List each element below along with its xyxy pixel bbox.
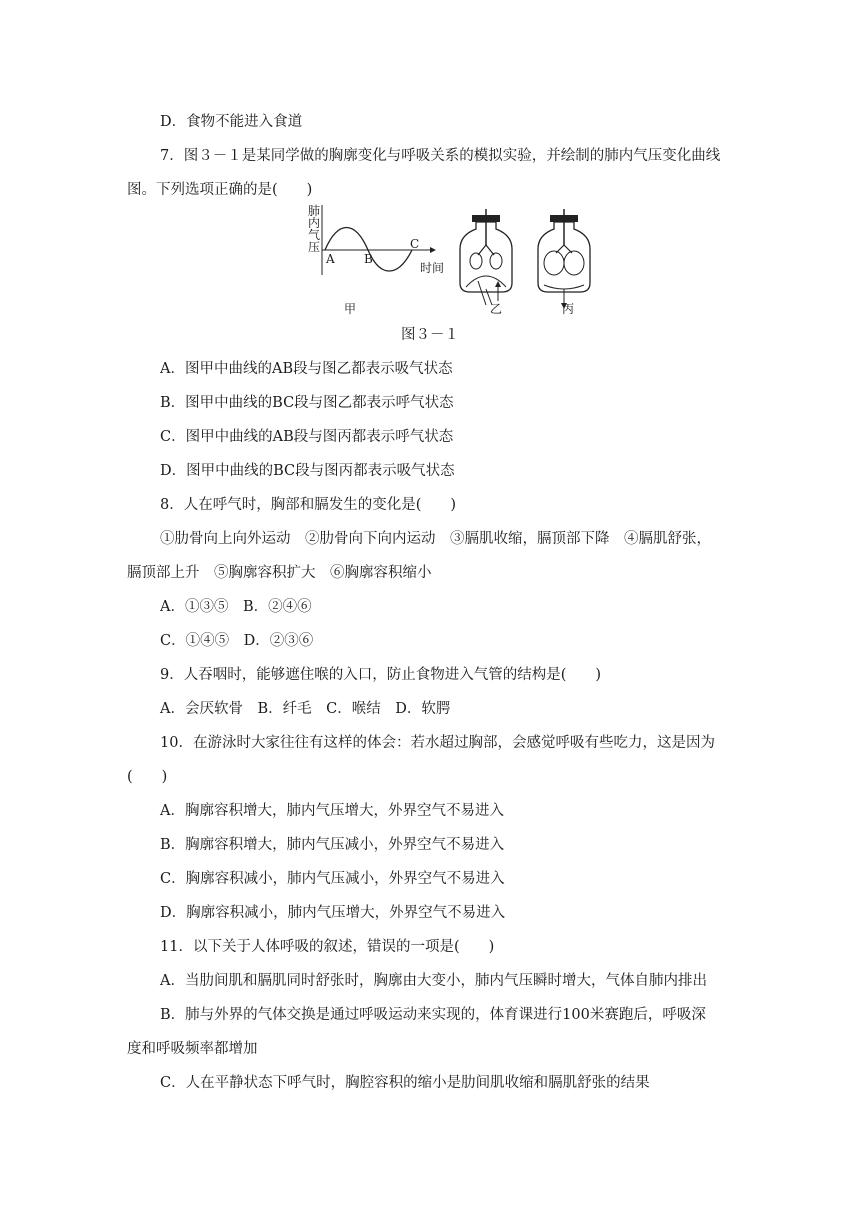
graph-xlabel: 时间 xyxy=(420,261,445,275)
question-9: 9．人吞咽时，能够遮住喉的入口，防止食物进入气管的结构是( ) xyxy=(160,667,602,683)
option-d-q6: D．食物不能进入食道 xyxy=(160,114,303,130)
ylabel-char-2: 内 xyxy=(308,216,321,230)
options-ab-q8: A．①③⑤ B．②④⑥ xyxy=(160,599,312,615)
options-cd-q8: C．①④⑤ D．②③⑥ xyxy=(160,633,314,649)
label-jia: 甲 xyxy=(344,302,357,316)
option-a-q7: A．图甲中曲线的AB段与图乙都表示吸气状态 xyxy=(160,361,453,377)
option-b-q11-line1: B．肺与外界的气体交换是通过呼吸运动来实现的，体育课进行100米赛跑后，呼吸深 xyxy=(160,1007,706,1023)
question-7-line2: 图。下列选项正确的是( ) xyxy=(127,182,313,198)
ylabel-char-4: 压 xyxy=(308,240,321,254)
option-c-q11: C．人在平静状态下呼气时，胸腔容积的缩小是肋间肌收缩和膈肌舒张的结果 xyxy=(160,1075,650,1091)
option-c-q10: C．胸廓容积减小，肺内气压减小，外界空气不易进入 xyxy=(160,871,505,887)
ylabel-char-3: 气 xyxy=(308,228,321,242)
jar-bing-drawing xyxy=(538,209,590,309)
question-8-statements-line2: 膈顶部上升 ⑤胸廓容积扩大 ⑥胸廓容积缩小 xyxy=(127,565,432,581)
options-q9: A．会厌软骨 B．纤毛 C．喉结 D．软腭 xyxy=(160,701,451,717)
question-8: 8．人在呼气时，胸部和膈发生的变化是( ) xyxy=(160,497,457,513)
option-a-q11: A．当肋间肌和膈肌同时舒张时，胸廓由大变小，肺内气压瞬时增大，气体自肺内排出 xyxy=(160,973,707,989)
question-11: 11．以下关于人体呼吸的叙述，错误的一项是( ) xyxy=(160,939,495,955)
option-b-q10: B．胸廓容积增大，肺内气压减小，外界空气不易进入 xyxy=(160,837,505,853)
label-bing: 丙 xyxy=(562,302,575,316)
ylabel-char-1: 肺 xyxy=(308,204,321,218)
question-7-line1: 7．图３－１是某同学做的胸廓变化与呼吸关系的模拟实验，并绘制的肺内气压变化曲线 xyxy=(160,148,721,164)
option-c-q7: C．图甲中曲线的AB段与图丙都表示呼气状态 xyxy=(160,429,454,445)
point-c-label: C xyxy=(410,237,420,251)
question-10-line1: 10．在游泳时大家往往有这样的体会：若水超过胸部，会感觉呼吸有些吃力，这是因为 xyxy=(160,735,715,751)
figure-caption: 图３－１ xyxy=(401,327,459,343)
figure-3-1 xyxy=(300,205,600,320)
jar-yi-drawing xyxy=(460,209,512,305)
question-8-statements-line1: ①肋骨向上向外运动 ②肋骨向下向内运动 ③膈肌收缩，膈顶部下降 ④膈肌舒张， xyxy=(160,531,711,547)
option-b-q7: B．图甲中曲线的BC段与图乙都表示呼气状态 xyxy=(160,395,454,411)
point-b-label: B xyxy=(364,252,373,266)
label-yi: 乙 xyxy=(490,302,503,316)
option-a-q10: A．胸廓容积增大，肺内气压增大，外界空气不易进入 xyxy=(160,803,504,819)
option-d-q10: D．胸廓容积减小，肺内气压增大，外界空气不易进入 xyxy=(160,905,506,921)
question-10-line2: ( ) xyxy=(127,769,168,785)
point-a-label: A xyxy=(326,252,335,266)
graph-ylabel xyxy=(308,205,320,253)
option-b-q11-line2: 度和呼吸频率都增加 xyxy=(127,1041,258,1057)
option-d-q7: D．图甲中曲线的BC段与图丙都表示吸气状态 xyxy=(160,463,455,479)
